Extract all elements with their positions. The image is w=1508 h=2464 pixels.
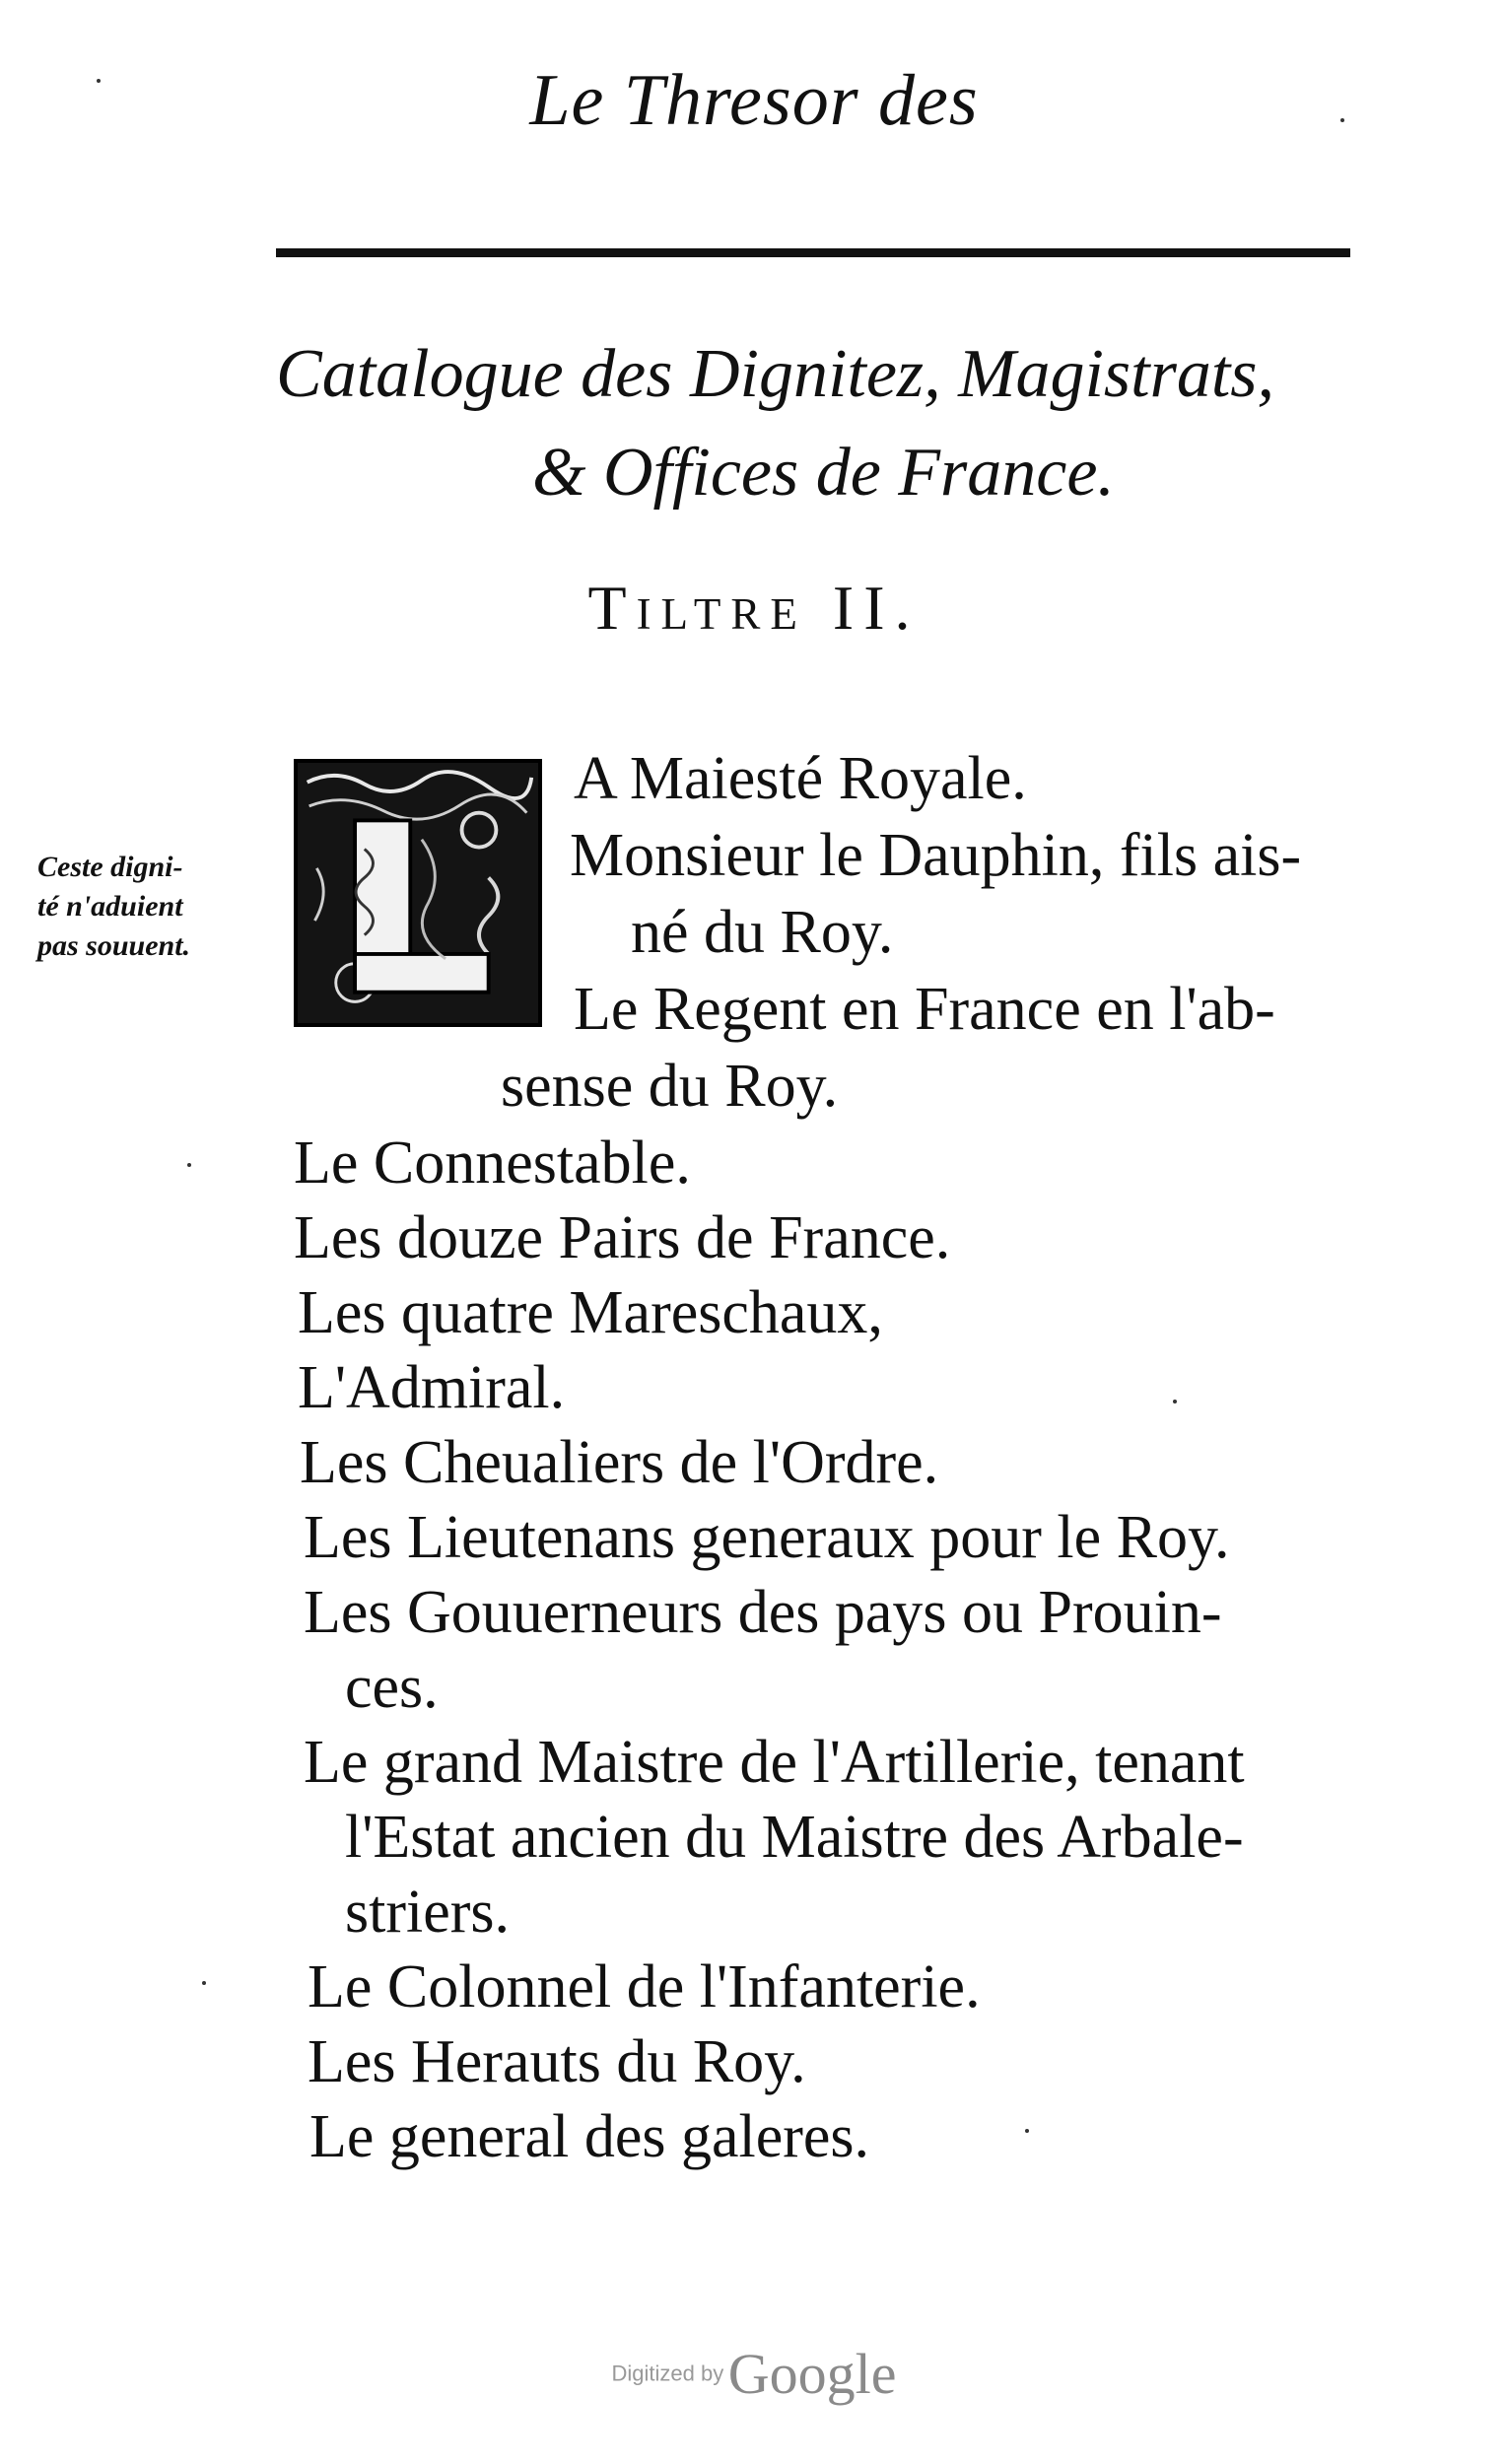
ink-speck: [1340, 118, 1344, 122]
list-item: ces.: [345, 1654, 439, 1721]
ink-speck: [202, 1981, 206, 1985]
catalogue-title-line-1: Catalogue des Dignitez, Magistrats,: [276, 336, 1275, 412]
list-item: sense du Roy.: [501, 1053, 839, 1120]
list-item: Les Lieutenans generaux pour le Roy.: [304, 1504, 1230, 1571]
digitized-by-label: Digitized by: [611, 2361, 724, 2386]
section-heading: Tiltre II.: [587, 573, 921, 643]
list-item: Le Connestable.: [294, 1129, 691, 1197]
list-item: l'Estat ancien du Maistre des Arbale-: [345, 1804, 1244, 1871]
list-item: Les Gouuerneurs des pays ou Prouin-: [304, 1579, 1222, 1646]
list-item: Les quatre Mareschaux,: [298, 1279, 883, 1346]
list-item: striers.: [345, 1879, 511, 1946]
list-item: Les douze Pairs de France.: [294, 1204, 951, 1271]
margin-note: Ceste digni- té n'aduient pas souuent.: [37, 851, 191, 962]
list-item: né du Roy.: [631, 899, 894, 966]
ink-speck: [1173, 1400, 1177, 1403]
ink-speck: [187, 1163, 191, 1167]
list-item: Le Regent en France en l'ab-: [574, 976, 1275, 1043]
list-item: Le general des galeres.: [309, 2103, 870, 2170]
list-item: Le grand Maistre de l'Artillerie, tenant: [304, 1729, 1245, 1796]
ink-speck: [97, 79, 101, 83]
digitization-watermark: [0, 2341, 1508, 2407]
catalogue-title-line-2: & Offices de France.: [532, 435, 1115, 511]
google-logo-text: Google: [727, 2342, 897, 2406]
list-item: Monsieur le Dauphin, fils ais-: [570, 822, 1302, 889]
list-item: Les Herauts du Roy.: [308, 2028, 806, 2095]
list-item: A Maiesté Royale.: [574, 745, 1027, 812]
list-item: L'Admiral.: [298, 1354, 566, 1421]
running-header: Le Thresor des: [529, 60, 979, 141]
header-rule: [276, 248, 1350, 257]
ink-speck: [1025, 2129, 1029, 2133]
list-item: Les Cheualiers de l'Ordre.: [300, 1429, 939, 1496]
list-item: Le Colonnel de l'Infanterie.: [308, 1953, 981, 2020]
ornamented-initial-L-icon: [294, 759, 542, 1027]
